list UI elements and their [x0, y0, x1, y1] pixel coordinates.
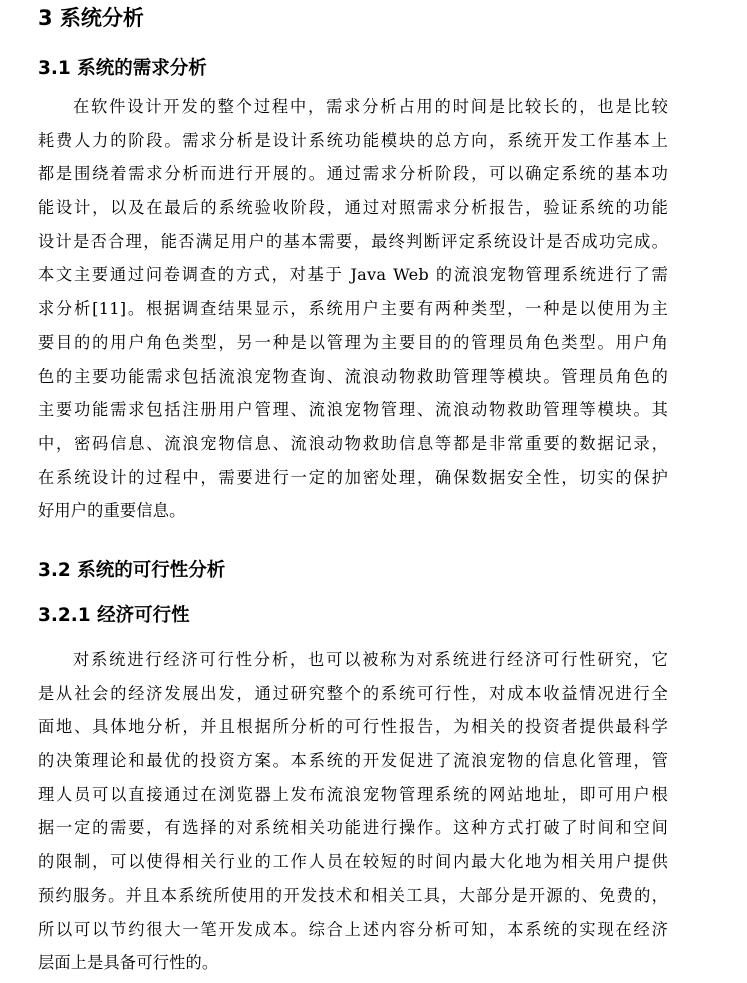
paragraph-line: 的决策理论和最优的投资方案。本系统的开发促进了流浪宠物的信息化管理，管 [38, 751, 668, 771]
paragraph-line: 在系统设计的过程中，需要进行一定的加密处理，确保数据安全性，切实的保护 [38, 467, 668, 487]
chapter-heading: 3 系统分析 [38, 6, 144, 30]
paragraph-line: 主要功能需求包括注册用户管理、流浪宠物管理、流浪动物救助管理等模块。其 [38, 400, 668, 420]
section-heading-3-2: 3.2 系统的可行性分析 [38, 560, 226, 581]
paragraph-line: 要目的的用户角色类型，另一种是以管理为主要目的的管理员角色类型。用户角 [38, 332, 668, 352]
paragraph-line: 求分析[11]。根据调查结果显示，系统用户主要有两种类型，一种是以使用为主 [38, 299, 668, 319]
paragraph-line: 所以可以节约很大一笔开发成本。综合上述内容分析可知，本系统的实现在经济 [38, 919, 668, 939]
section-heading-3-1: 3.1 系统的需求分析 [38, 58, 207, 79]
subsection-heading-3-2-1: 3.2.1 经济可行性 [38, 605, 190, 626]
paragraph-requirements [38, 90, 668, 528]
paragraph-line: 设计是否合理，能否满足用户的基本需要，最终判断评定系统设计是否成功完成。 [38, 231, 668, 251]
paragraph-line: 层面上是具备可行性的。 [38, 953, 219, 973]
paragraph-line: 是从社会的经济发展出发，通过研究整个的系统可行性，对成本收益情况进行全 [38, 683, 668, 703]
paragraph-line: 的限制，可以使得相关行业的工作人员在较短的时间内最大化地为相关用户提供 [38, 852, 668, 872]
paragraph-line: 色的主要功能需求包括流浪宠物查询、流浪动物救助管理等模块。管理员角色的 [38, 366, 668, 386]
paragraph-economic-feasibility [38, 643, 668, 980]
paragraph-line: 在软件设计开发的整个过程中，需求分析占用的时间是比较长的，也是比较 [73, 97, 668, 116]
paragraph-line: 耗费人力的阶段。需求分析是设计系统功能模块的总方向，系统开发工作基本上 [38, 130, 668, 150]
paragraph-line: 好用户的重要信息。 [38, 501, 186, 521]
paragraph-line: 中，密码信息、流浪宠物信息、流浪动物救助信息等都是非常重要的数据记录， [38, 433, 668, 453]
paragraph-line: 能设计，以及在最后的系统验收阶段，通过对照需求分析报告，验证系统的功能 [38, 198, 668, 218]
paragraph-line: 都是围绕着需求分析而进行开展的。通过需求分析阶段，可以确定系统的基本功 [38, 164, 668, 184]
paragraph-line: 面地、具体地分析，并且根据所分析的可行性报告，为相关的投资者提供最科学 [38, 717, 668, 737]
paragraph-line: 据一定的需要，有选择的对系统相关功能进行操作。这种方式打破了时间和空间 [38, 818, 668, 838]
paragraph-line: 对系统进行经济可行性分析，也可以被称为对系统进行经济可行性研究，它 [73, 650, 668, 669]
paragraph-line: 本文主要通过问卷调查的方式，对基于 Java Web 的流浪宠物管理系统进行了需 [38, 265, 668, 285]
paragraph-line: 预约服务。并且本系统所使用的开发技术和相关工具，大部分是开源的、免费的， [38, 885, 668, 905]
paragraph-line: 理人员可以直接通过在浏览器上发布流浪宠物管理系统的网站地址，即可用户根 [38, 784, 668, 804]
